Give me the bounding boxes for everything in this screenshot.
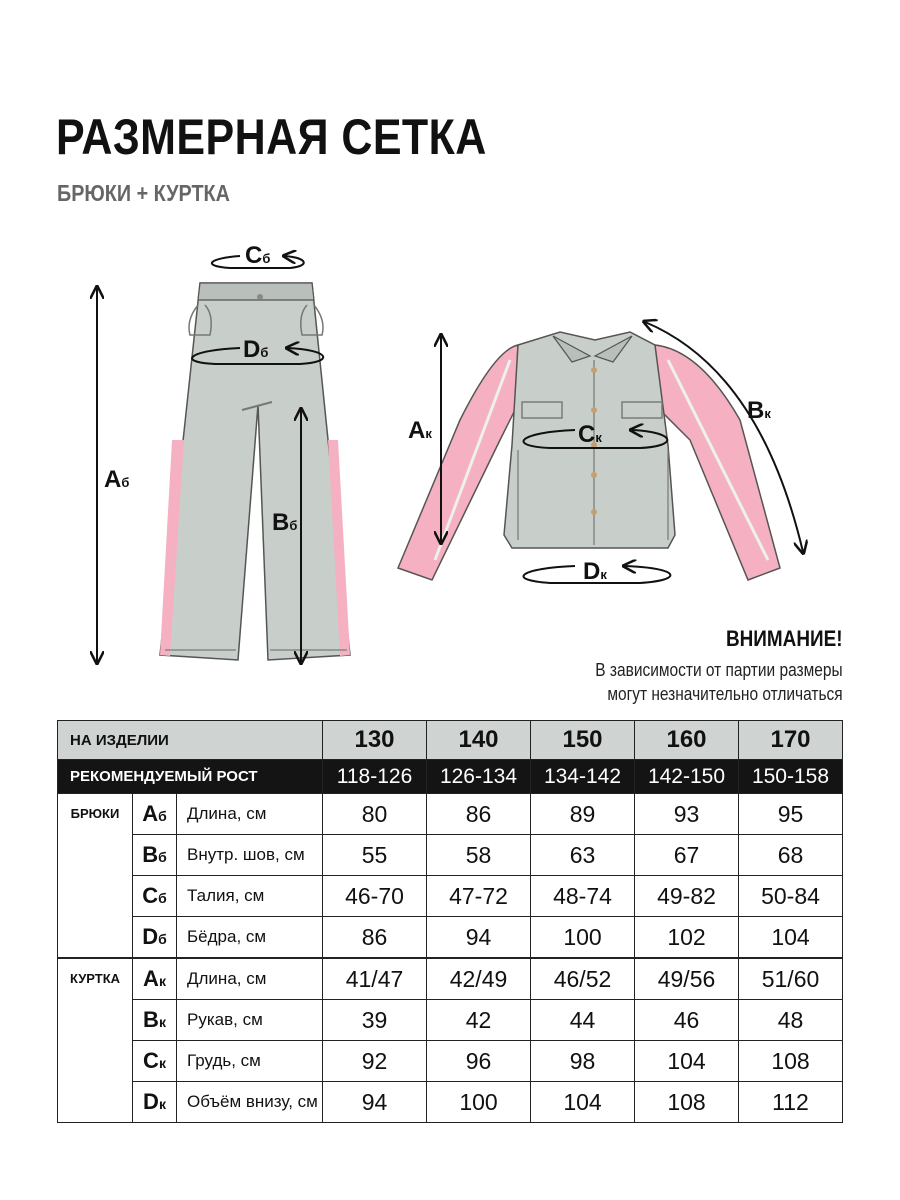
measure-subscript: к [158, 1014, 166, 1030]
measure-name: Объём внизу, см [177, 1082, 323, 1123]
measure-code [133, 876, 177, 917]
measure-letter: С [142, 883, 159, 908]
value-cell: 108 [739, 1041, 843, 1082]
value-cell: 86 [427, 794, 531, 835]
size-cell: 160 [635, 721, 739, 760]
value-cell: 80 [323, 794, 427, 835]
height-header-label: РЕКОМЕНДУЕМЫЙ РОСТ [58, 760, 323, 794]
value-cell: 92 [323, 1041, 427, 1082]
pants-row [58, 835, 843, 876]
pants-section-label: БРЮКИ [58, 794, 133, 958]
jacket-label-c: Ск [578, 421, 602, 448]
jacket-label-a: Ак [408, 417, 432, 444]
measure-letter: А [142, 801, 159, 826]
jacket-row [58, 1000, 843, 1041]
value-cell: 100 [427, 1082, 531, 1123]
page-subtitle: БРЮКИ + КУРТКА [57, 180, 230, 206]
value-cell: 104 [531, 1082, 635, 1123]
jacket-row [58, 1041, 843, 1082]
pants-row [58, 794, 843, 835]
measure-code [133, 835, 177, 876]
value-cell: 94 [427, 917, 531, 958]
height-cell: 142-150 [635, 760, 739, 794]
value-cell: 63 [531, 835, 635, 876]
value-cell: 46/52 [531, 959, 635, 1000]
pants-label-b: Вб [272, 509, 298, 536]
measure-code [133, 1041, 177, 1082]
notice-line-1: В зависимости от партии размеры [595, 660, 843, 680]
measure-code [133, 917, 177, 958]
measure-subscript: к [158, 1096, 166, 1112]
measure-code [133, 1082, 177, 1123]
size-table [57, 720, 843, 1123]
value-cell: 48 [739, 1000, 843, 1041]
pants-label-d: Dб [243, 336, 269, 363]
measure-name: Рукав, см [177, 1000, 323, 1041]
pants-row [58, 917, 843, 958]
jacket-illustration [398, 332, 780, 580]
value-cell: 49/56 [635, 959, 739, 1000]
measure-subscript: б [158, 931, 167, 947]
height-cell: 134-142 [531, 760, 635, 794]
measure-name: Талия, см [177, 876, 323, 917]
value-cell: 44 [531, 1000, 635, 1041]
measure-code [133, 1000, 177, 1041]
value-cell: 67 [635, 835, 739, 876]
value-cell: 42 [427, 1000, 531, 1041]
value-cell: 47-72 [427, 876, 531, 917]
value-cell: 96 [427, 1041, 531, 1082]
measure-code [133, 959, 177, 1000]
jacket-label-b: Вк [747, 397, 771, 424]
value-cell: 46 [635, 1000, 739, 1041]
measure-letter: А [143, 966, 159, 991]
measure-name: Длина, см [177, 794, 323, 835]
value-cell: 104 [635, 1041, 739, 1082]
pants-label-c: Сб [245, 242, 271, 269]
value-cell: 112 [739, 1082, 843, 1123]
jacket-row [58, 959, 843, 1000]
value-cell: 108 [635, 1082, 739, 1123]
height-cell: 126-134 [427, 760, 531, 794]
measure-subscript: б [158, 890, 167, 906]
measure-letter: D [143, 1089, 159, 1114]
value-cell: 100 [531, 917, 635, 958]
value-cell: 49-82 [635, 876, 739, 917]
size-cell: 130 [323, 721, 427, 760]
measure-subscript: б [158, 849, 167, 865]
measure-code [133, 794, 177, 835]
jacket-label-d: Dк [583, 558, 607, 585]
pants-row [58, 876, 843, 917]
value-cell: 51/60 [739, 959, 843, 1000]
measure-subscript: к [158, 1055, 166, 1071]
value-cell: 48-74 [531, 876, 635, 917]
measure-letter: С [143, 1048, 159, 1073]
value-cell: 68 [739, 835, 843, 876]
notice-line-2: могут незначительно отличаться [607, 684, 843, 704]
pants-label-a: Аб [104, 466, 130, 493]
value-cell: 46-70 [323, 876, 427, 917]
value-cell: 98 [531, 1041, 635, 1082]
value-cell: 95 [739, 794, 843, 835]
value-cell: 41/47 [323, 959, 427, 1000]
measure-letter: В [143, 1007, 159, 1032]
size-cell: 170 [739, 721, 843, 760]
value-cell: 39 [323, 1000, 427, 1041]
value-cell: 58 [427, 835, 531, 876]
measure-name: Грудь, см [177, 1041, 323, 1082]
notice-title: ВНИМАНИЕ! [726, 626, 843, 651]
height-cell: 150-158 [739, 760, 843, 794]
measure-name: Внутр. шов, см [177, 835, 323, 876]
value-cell: 93 [635, 794, 739, 835]
size-cell: 150 [531, 721, 635, 760]
jacket-section-label: КУРТКА [58, 959, 133, 1123]
size-header-row [58, 721, 843, 760]
measure-name: Бёдра, см [177, 917, 323, 958]
value-cell: 42/49 [427, 959, 531, 1000]
measure-subscript: б [158, 808, 167, 824]
value-cell: 55 [323, 835, 427, 876]
page-title: РАЗМЕРНАЯ СЕТКА [56, 109, 487, 165]
jacket-row [58, 1082, 843, 1123]
measure-subscript: к [158, 973, 166, 989]
value-cell: 50-84 [739, 876, 843, 917]
height-cell: 118-126 [323, 760, 427, 794]
value-cell: 102 [635, 917, 739, 958]
measure-letter: D [142, 924, 159, 949]
height-header-row [58, 760, 843, 794]
measure-letter: В [142, 842, 159, 867]
value-cell: 94 [323, 1082, 427, 1123]
value-cell: 86 [323, 917, 427, 958]
size-header-label: НА ИЗДЕЛИИ [58, 721, 323, 760]
value-cell: 104 [739, 917, 843, 958]
value-cell: 89 [531, 794, 635, 835]
size-cell: 140 [427, 721, 531, 760]
measure-name: Длина, см [177, 959, 323, 1000]
